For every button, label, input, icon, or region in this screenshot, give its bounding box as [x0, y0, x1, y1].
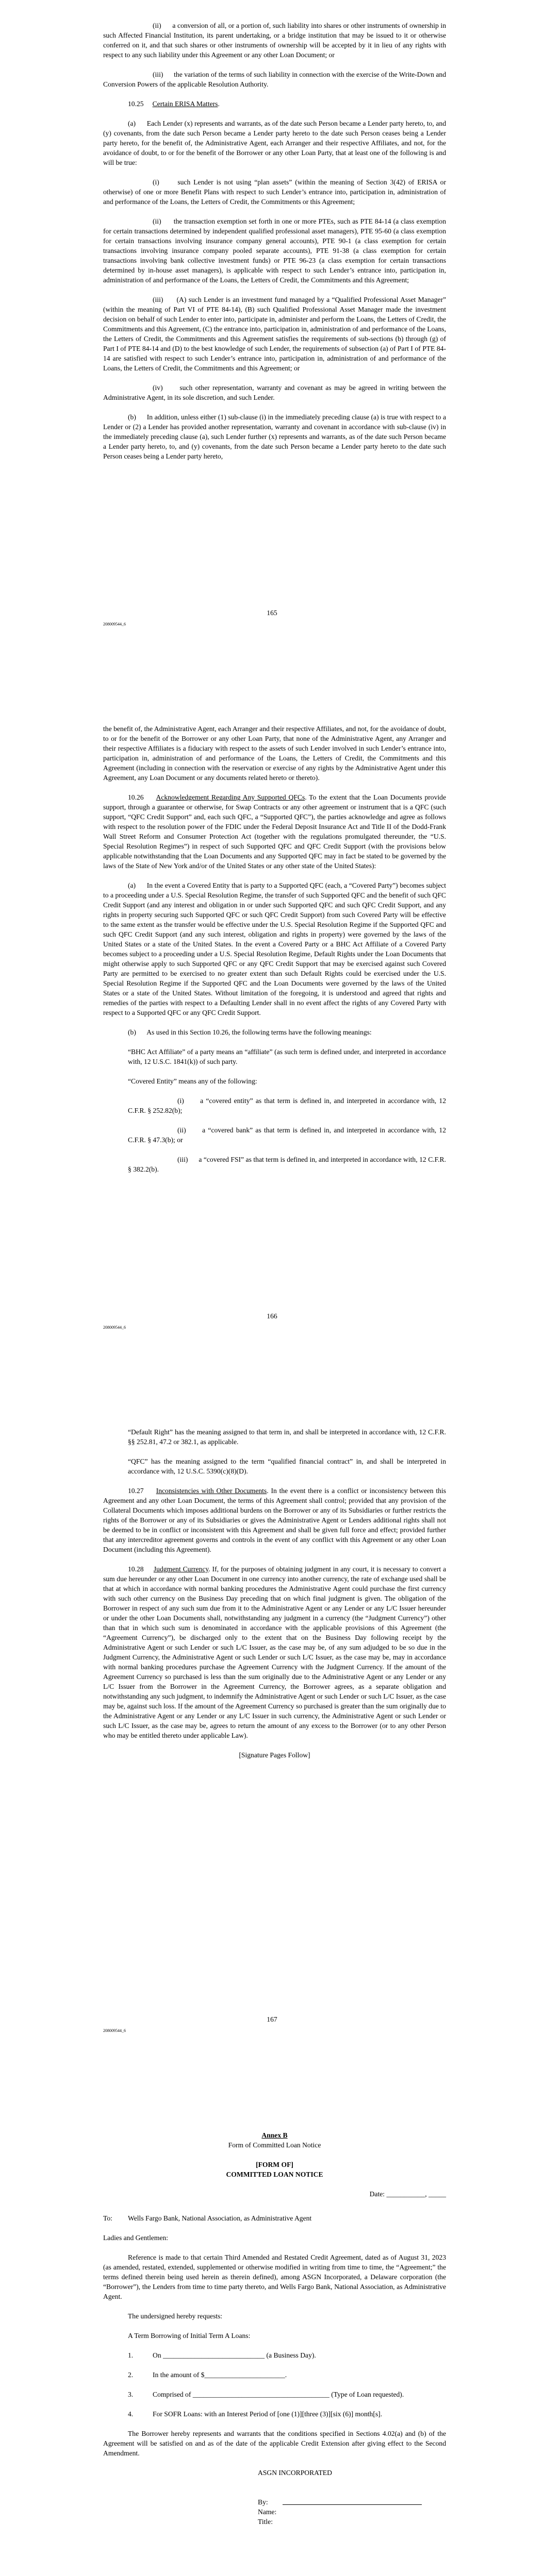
- company-name: ASGN INCORPORATED: [258, 2469, 332, 2477]
- addressee: Wells Fargo Bank, National Association, as Administrative Agent: [128, 2214, 312, 2222]
- section-title: Judgment Currency: [153, 1565, 209, 1573]
- item-number: 1.: [128, 2351, 134, 2359]
- representation-paragraph: The Borrower hereby represents and warrants that the conditions specified in Sections 4.02(a) and (b) of the Agreement will be satisfied on and as of the date of the applicable Credit Extension after giving effect to the Second Amendment.: [103, 2430, 446, 2457]
- reference-paragraph: Reference is made to that certain Third Amended and Restated Credit Agreement, dated as of August 31, 2023 (as amended, restated, extended, supplemented or otherwise modified in writing from time to time, the “Agreement;” the terms defined therein being used herein as therein defined), among ASGN Incorporated, a Delaware corporation (the “Borrower”), the Lenders from time to time party thereto, and Wells Fargo Bank, National Association, as Administrative Agent.: [103, 2253, 446, 2300]
- item-text: In the amount of $_______________________.: [153, 2371, 287, 2379]
- covered-entity-iii: (iii) a “covered FSI” as that term is defined in, and interpreted in accordance with, 12 C.F.R. § 382.2(b).: [128, 1156, 446, 1173]
- request-item-4: [128, 2409, 446, 2419]
- item-number: 2.: [128, 2371, 134, 2379]
- clause-b: (b) As used in this Section 10.26, the following terms have the following meanings:: [128, 1028, 372, 1036]
- section-10-25-heading: 10.25 Certain ERISA Matters.: [128, 100, 220, 108]
- request-item-3: [128, 2389, 446, 2399]
- page-number: 165: [267, 609, 277, 617]
- page-165: [0, 0, 544, 703]
- by-label: By:: [258, 2498, 268, 2506]
- clause-a-iii: (iii) (A) such Lender is an investment fund managed by a “Qualified Professional Asset Manager” (within the meaning of Part VI of PTE 84-14), (B) such Qualified Professional Asset Manager made the investment decision on behalf of such Lender to enter into, participate in, administer and perform the Loans, the Letters of Credit, the Commitments and this Agreement, (C) the entrance into, participation in, administration of and performance of the Loans, the Letters of Credit, the Commitments and this Agreement satisfies the requirements of sub-sections (b) through (g) of Part I of PTE 84-14 and (D) to the best knowledge of such Lender, the requirements of subsection (a) of Part I of PTE 84-14 are satisfied with respect to such Lender’s entrance into, participation in, administration of and performance of the Loans, the Letters of Credit, the Commitments and this Agreement; or: [103, 296, 446, 372]
- page-body: [103, 21, 446, 471]
- clause-b: (b) In addition, unless either (1) sub-clause (i) in the immediately preceding clause (a) is true with respect to a Lender or (2) a Lender has provided another representation, warranty and covenant in accordance with sub-clause (iv) in the immediately preceding clause (a), such Lender further (x) represents and warrants, as of the date such Person became a Lender party hereto, to, and (y) covenants, from the date such Person became a Lender party hereto to the date such Person ceases being a Lender party hereto,: [103, 413, 446, 460]
- to-line: [103, 2213, 446, 2223]
- section-title: Acknowledgement Regarding Any Supported QFCs: [156, 793, 305, 801]
- clause-ii: (ii) a conversion of all, or a portion of, such liability into shares or other instruments of ownership in such Affected Financial Institution, its parent undertaking, or a bridge institution that may be issued to it or otherwise conferred on it, and that such shares or other instruments of ownership will be accepted by it in lieu of any rights with respect to any such liability under this Agreement or any other Loan Document; or: [103, 22, 446, 59]
- definition-qfc: “QFC” has the meaning assigned to the term “qualified financial contract” in, and shall be interpreted in accordance with, 12 U.S.C. 5390(c)(8)(D).: [128, 1458, 446, 1475]
- section-text: . In the event there is a conflict or inconsistency between this Agreement and any other Loan Document, the terms of this Agreement shall control; provided that any provision of the Collateral Documents which imposes additional burdens on the Borrower or any of its Subsidiaries or further restricts the rights of the Borrower or any of its Subsidiaries or gives the Administrative Agent or Lenders additional rights shall not be deemed to be in conflict or inconsistent with this Agreement and shall be given full force and effect; provided further that any intercreditor agreement governs and controls in the event of any conflict with this Agreement or any other Loan Document (including this Agreement).: [103, 1487, 447, 1553]
- page-body: [103, 724, 446, 1184]
- name-line: [258, 2507, 446, 2517]
- definition-covered-entity: “Covered Entity” means any of the following:: [128, 1077, 257, 1085]
- item-text: On _____________________________ (a Business Day).: [153, 2351, 316, 2359]
- page-166: [0, 703, 544, 1406]
- section-number: 10.25: [128, 100, 144, 108]
- page-number: 167: [267, 2015, 277, 2023]
- section-text: . If, for the purposes of obtaining judgment in any court, it is necessary to convert a sum due hereunder or any other Loan Document in one currency into another currency, the rate of exchange used shall be that at which in accordance with normal banking procedures the Administrative Agent could purchase the first currency with such other currency on the Business Day preceding that on which final judgment is given. The obligation of the Borrower in respect of any such sum due from it to the Administrative Agent or any Lender or any L/C Issuer hereunder or under the other Loan Documents shall, notwithstanding any judgment in a currency (the “Judgment Currency”) other than that in which such sum is denominated in accordance with the applicable provisions of this Agreement (the “Agreement Currency”), be discharged only to the extent that on the Business Day following receipt by the Administrative Agent or such Lender or such L/C Issuer, as the case may be, of any sum adjudged to be so due in the Judgment Currency, the Administrative Agent or such Lender or such L/C Issuer, as the case may be, may in accordance with normal banking procedures purchase the Agreement Currency with the Judgment Currency. If the amount of the Agreement Currency so purchased is less than the sum originally due to the Administrative Agent or any Lender or any L/C Issuer from the Borrower in the Agreement Currency, the Borrower agrees, as a separate obligation and notwithstanding any such judgment, to indemnify the Administrative Agent or such Lender or such L/C Issuer, as the case may be, against such loss. If the amount of the Agreement Currency so purchased is greater than the sum originally due to the Administrative Agent or any Lender or any L/C Issuer in such currency, the Administrative Agent or such Lender or such L/C Issuer, as the case may be, agrees to return the amount of any excess to the Borrower (or to any other Person who may be entitled thereto under applicable Law).: [103, 1565, 446, 1739]
- doc-id: 208009544_6: [103, 622, 126, 626]
- section-number: 10.26: [128, 793, 144, 801]
- salutation: Ladies and Gentlemen:: [103, 2234, 169, 2242]
- item-text: For SOFR Loans: with an Interest Period of [one (1)][three (3)][six (6)] month[s].: [153, 2410, 383, 2418]
- clause-a: (a) Each Lender (x) represents and warrants, as of the date such Person became a Lender party hereto, to, and (y) covenants, from the date such Person became a Lender party hereto to the date such Person ceases being a Lender party hereto, for the benefit of, the Administrative Agent, each Arranger and their respective Affiliates, and not, for the avoidance of doubt, to or for the benefit of the Borrower or any other Loan Party, that at least one of the following is and will be true:: [103, 120, 446, 166]
- section-number: 10.27: [128, 1487, 144, 1495]
- covered-entity-ii: (ii) a “covered bank” as that term is defined in, and interpreted in accordance with, 12 C.F.R. § 47.3(b); or: [128, 1126, 446, 1144]
- section-10-27: [103, 1486, 446, 1554]
- date-line: Date: ___________, _____: [369, 2190, 446, 2198]
- signature-block: [258, 2468, 446, 2527]
- item-number: 3.: [128, 2391, 134, 2398]
- signature-line[interactable]: [283, 2497, 422, 2505]
- section-10-26: [103, 792, 446, 871]
- definition-bhc: “BHC Act Affiliate” of a party means an “affiliate” (as such term is defined under, and interpreted in accordance with, 12 U.S.C. 1841(k)) of such party.: [128, 1048, 446, 1065]
- clause-a: (a) In the event a Covered Entity that is party to a Supported QFC (each, a “Covered Party”) becomes subject to a proceeding under a U.S. Special Resolution Regime, the transfer of such Supported QFC and the benefit of such QFC Credit Support (and any interest and obligation in or under such Supported QFC and such QFC Credit Support, and any rights in property securing such Supported QFC or such QFC Credit Support) from such Covered Party will be effective to the same extent as the transfer would be effective under the U.S. Special Resolution Regime if the Supported QFC and such QFC Credit Support (and any such interest, obligation and rights in property) were governed by the laws of the United States or a state of the United States. In the event a Covered Party or a BHC Act Affiliate of a Covered Party becomes subject to a proceeding under a U.S. Special Resolution Regime, Default Rights under the Loan Documents that might otherwise apply to such Supported QFC or any QFC Credit Support that may be exercised against such Covered Party are permitted to be exercised to no greater extent than such Default Rights could be exercised under the U.S. Special Resolution Regime if the Supported QFC and the Loan Documents were governed by the laws of the United States or a state of the United States. Without limitation of the foregoing, it is understood and agreed that rights and remedies of the parties with respect to a Defaulting Lender shall in no event affect the rights of any Covered Party with respect to a Supported QFC or any QFC Credit Support.: [103, 882, 446, 1016]
- request-item-1: [128, 2350, 446, 2360]
- term-borrowing-line: A Term Borrowing of Initial Term A Loans:: [128, 2332, 251, 2340]
- clause-iii: (iii) the variation of the terms of such liability in connection with the exercise of the Write-Down and Conversion Powers of the applicable Resolution Authority.: [103, 71, 446, 88]
- title-line: [258, 2517, 446, 2527]
- signature-pages-note: [Signature Pages Follow]: [239, 1751, 310, 1759]
- form-header: [FORM OF]: [256, 2161, 293, 2168]
- page-annex-b: [0, 2110, 544, 2576]
- covered-entity-i: (i) a “covered entity” as that term is defined in, and interpreted in accordance with, 12 C.F.R. § 252.82(b);: [128, 1097, 446, 1114]
- section-title: Certain ERISA Matters: [152, 100, 218, 108]
- title-label: Title:: [258, 2518, 273, 2526]
- doc-id: 208009544_6: [103, 1325, 126, 1330]
- notice-title: COMMITTED LOAN NOTICE: [226, 2171, 323, 2178]
- page-number: 166: [267, 1312, 277, 1320]
- page-body: [103, 1427, 446, 1770]
- name-label: Name:: [258, 2508, 277, 2516]
- clause-a-ii: (ii) the transaction exemption set forth in one or more PTEs, such as PTE 84-14 (a class exemption for certain transactions determined by independent qualified professional asset managers), PTE 95-60 (a class exemption for certain transactions involving insurance company general accounts), PTE 90-1 (a class exemption for certain transactions involving insurance company pooled separate accounts), PTE 91-38 (a class exemption for certain transactions involving bank collective investment funds) or PTE 96-23 (a class exemption for certain transactions determined by in-house asset managers), is applicable with respect to such Lender’s entrance into, participation in, administration of and performance of the Loans, the Letters of Credit, the Commitments and this Agreement;: [103, 217, 446, 284]
- doc-id: 208009544_6: [103, 2028, 126, 2033]
- continuation: the benefit of, the Administrative Agent, each Arranger and their respective Affiliates, and not, for the avoidance of doubt, to or for the benefit of the Borrower or any other Loan Party, that none of the Administrative Agent, any Arranger and their respective Affiliates is a fiduciary with respect to the assets of such Lender involved in such Lender’s entrance into, participation in, administration of and performance of the Loans, the Letters of Credit, the Commitments and this Agreement (including in connection with the reservation or exercise of any rights by the Administrative Agent under this Agreement, any Loan Document or any documents related hereto or thereto).: [103, 725, 446, 782]
- page-167: [0, 1406, 544, 2110]
- request-item-2: [128, 2370, 446, 2380]
- request-line: The undersigned hereby requests:: [128, 2312, 223, 2320]
- to-label: To:: [103, 2214, 112, 2222]
- annex-subtitle: Form of Committed Loan Notice: [228, 2141, 321, 2149]
- definition-default-right: “Default Right” has the meaning assigned to that term in, and shall be interpreted in accordance with, 12 C.F.R. §§ 252.81, 47.2 or 382.1, as applicable.: [128, 1428, 446, 1446]
- section-text: . To the extent that the Loan Documents provide support, through a guarantee or otherwise, for Swap Contracts or any other agreement or instrument that is a QFC (such support, “QFC Credit Support” and, each such QFC, a “Supported QFC”), the parties acknowledge and agree as follows with respect to the resolution power of the FDIC under the Federal Deposit Insurance Act and Title II of the Dodd-Frank Wall Street Reform and Consumer Protection Act (together with the regulations promulgated thereunder, the “U.S. Special Resolution Regimes”) in respect of such Supported QFC and QFC Credit Support (with the provisions below applicable notwithstanding that the Loan Documents and any Supported QFC may in fact be stated to be governed by the laws of the State of New York and/or of the United States or any other state of the United States):: [103, 793, 446, 870]
- item-text: Comprised of _______________________________________ (Type of Loan requested).: [153, 2391, 404, 2398]
- clause-a-i: (i) such Lender is not using “plan assets” (within the meaning of Section 3(42) of ERISA or otherwise) of one or more Benefit Plans with respect to such Lender’s entrance into, participation in, administration of and performance of the Loans, the Letters of Credit, the Commitments or this Agreement;: [103, 178, 446, 206]
- item-number: 4.: [128, 2410, 134, 2418]
- section-title: Inconsistencies with Other Documents: [156, 1487, 267, 1495]
- section-number: 10.28: [128, 1565, 144, 1573]
- section-10-28: [103, 1564, 446, 1740]
- clause-a-iv: (iv) such other representation, warranty and covenant as may be agreed in writing between the Administrative Agent, in its sole discretion, and such Lender.: [103, 384, 446, 401]
- annex-label: Annex B: [261, 2131, 288, 2139]
- by-line: [258, 2497, 446, 2507]
- page-body: [103, 2130, 446, 2527]
